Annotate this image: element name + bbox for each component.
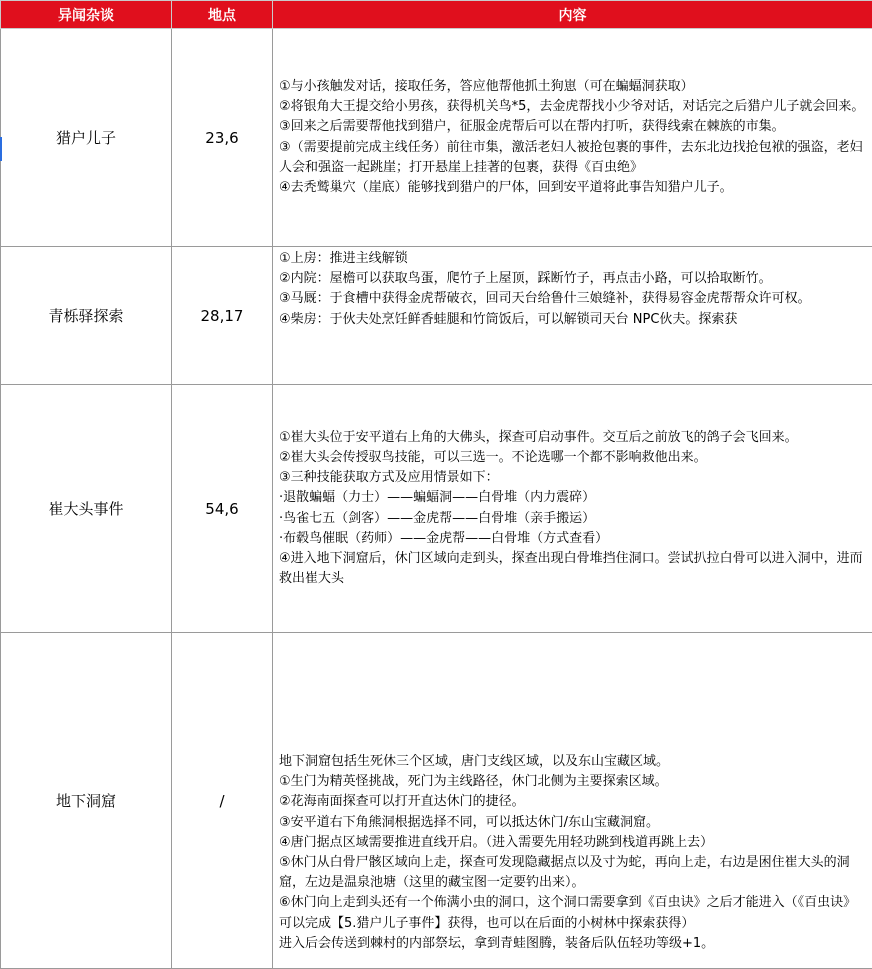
content-clip (279, 247, 866, 368)
event-location[interactable]: 28,17 (172, 247, 273, 385)
content-line: ·布毂鸟催眠（药师）——金虎帮——白骨堆（方式查看） (279, 529, 866, 549)
event-content[interactable] (273, 29, 872, 247)
content-line: ②花海南面探查可以打开直达休门的捷径。 (279, 792, 866, 812)
content-line: ④柴房：于伙夫处烹饪鲜香蛙腿和竹筒饭后，可以解锁司天台 NPC伙夫。探索获 (279, 310, 866, 330)
content-line: ③回来之后需要帮他找到猎户，征服金虎帮后可以在帮内打听，获得线索在棘族的市集。 (279, 117, 866, 137)
event-name[interactable]: 地下洞窟 (1, 633, 172, 969)
table-row (1, 385, 872, 633)
header-location: 地点 (172, 1, 273, 29)
event-location[interactable]: 23,6 (172, 29, 273, 247)
content-line: ①崔大头位于安平道右上角的大佛头，探查可启动事件。交互后之前放飞的鸽子会飞回来。 (279, 428, 866, 448)
header-event: 异闻杂谈 (1, 1, 172, 29)
table-row (1, 633, 872, 969)
content-line: ④进入地下洞窟后，休门区域向走到头，探查出现白骨堆挡住洞口。尝试扒拉白骨可以进入洞中，进而救出崔大头 (279, 549, 866, 589)
content-line: ②内院：屋檐可以获取鸟蛋，爬竹子上屋顶，踩断竹子，再点击小路，可以拾取断竹。 (279, 269, 866, 289)
event-content[interactable] (273, 385, 872, 633)
content-line: ②将银角大王提交给小男孩，获得机关鸟*5，去金虎帮找小少爷对话，对话完之后猎户儿子就会回来。 (279, 97, 866, 117)
event-name[interactable]: 猎户儿子 (1, 29, 172, 247)
event-content[interactable] (273, 247, 872, 385)
content-line: 地下洞窟包括生死休三个区域，唐门支线区域，以及东山宝藏区域。 (279, 752, 866, 772)
content-line: ①上房：推进主线解锁 (279, 249, 866, 269)
content-line: ③马厩：于食槽中获得金虎帮破衣，回司天台给鲁什三娘缝补，获得易容金虎帮帮众许可权。 (279, 289, 866, 309)
cell-cursor-marker (0, 137, 2, 161)
content-line: ⑥休门向上走到头还有一个佈满小虫的洞口，这个洞口需要拿到《百虫诀》之后才能进入（《百虫诀》可以完成【5.猎户儿子事件】获得，也可以在后面的小树林中探索获得） (279, 893, 866, 933)
content-line: ③（需要提前完成主线任务）前往市集，激活老妇人被抢包裹的事件，去东北边找抢包袱的强盗，老妇人会和强盗一起跳崖；打开悬崖上挂著的包裹，获得《百虫绝》 (279, 138, 866, 178)
content-line: 进入后会传送到棘村的内部祭坛，拿到青蛙图腾，装备后队伍轻功等级+1。 (279, 934, 866, 954)
event-content[interactable] (273, 633, 872, 969)
event-location[interactable]: 54,6 (172, 385, 273, 633)
content-line: ②崔大头会传授驭鸟技能，可以三选一。不论选哪一个都不影响救他出来。 (279, 448, 866, 468)
header-row (1, 1, 872, 29)
content-line: ③安平道右下角熊洞根据选择不同，可以抵达休门/东山宝藏洞窟。 (279, 813, 866, 833)
content-line: ①生门为精英怪挑战，死门为主线路径，休门北侧为主要探索区域。 (279, 772, 866, 792)
content-line: ①与小孩触发对话，接取任务，答应他帮他抓土狗崽（可在蝙蝠洞获取） (279, 77, 866, 97)
table-row (1, 29, 872, 247)
content-line: ④去秃鹫巢穴（崖底）能够找到猎户的尸体，回到安平道将此事告知猎户儿子。 (279, 178, 866, 198)
event-location[interactable]: / (172, 633, 273, 969)
content-line: ⑤休门从白骨尸骸区域向上走，探查可发现隐藏据点以及寸为蛇，再向上走，右边是困住崔大头的洞窟，左边是温泉池塘（这里的藏宝图一定要钓出来）。 (279, 853, 866, 893)
event-name[interactable]: 崔大头事件 (1, 385, 172, 633)
event-name[interactable]: 青栎驿探索 (1, 247, 172, 385)
content-line: ·退散蝙蝠（力士）——蝙蝠洞——白骨堆（内力震碎） (279, 488, 866, 508)
table-row (1, 247, 872, 385)
content-line: ④唐门据点区域需要推进直线开启。（进入需要先用轻功跳到栈道再跳上去） (279, 833, 866, 853)
header-content: 内容 (273, 1, 872, 29)
content-line: ·鸟雀七五（剑客）——金虎帮——白骨堆（亲手搬运） (279, 509, 866, 529)
content-line: ③三种技能获取方式及应用情景如下： (279, 468, 866, 488)
